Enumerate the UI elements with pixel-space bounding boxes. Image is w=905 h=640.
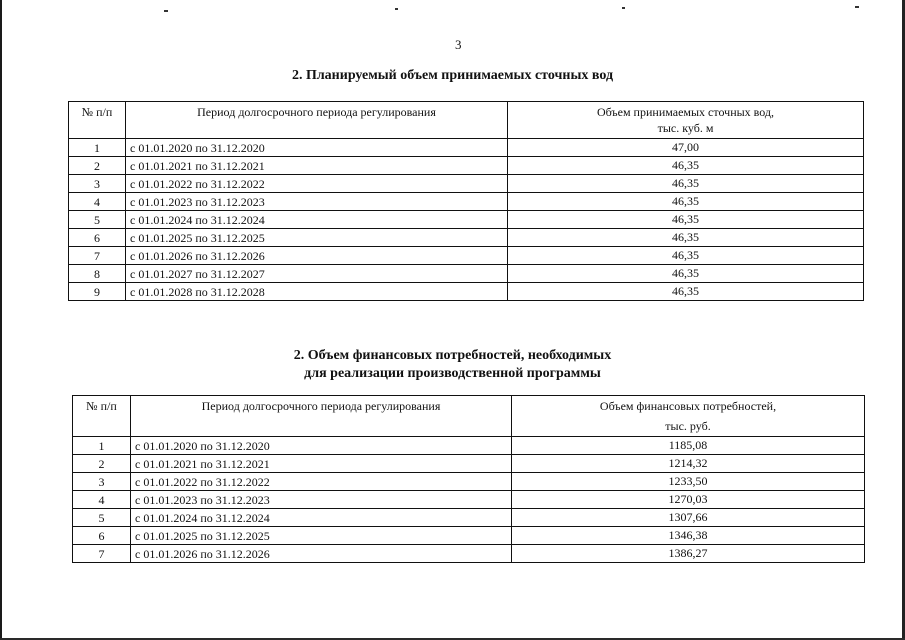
row-value: 1185,08 [512,437,865,455]
row-period: с 01.01.2025 по 31.12.2025 [131,527,512,545]
row-period: с 01.01.2023 по 31.12.2023 [126,193,508,211]
section1-title: 2. Планируемый объем принимаемых сточных вод [291,68,614,83]
header-value-line2: тыс. куб. м [657,121,714,135]
table-row [73,509,865,527]
row-value: 46,35 [508,265,864,283]
table-row [69,139,864,157]
wastewater-volume-table [68,101,864,301]
row-num: 3 [73,473,131,491]
row-value: 1386,27 [512,545,865,563]
row-num: 7 [73,545,131,563]
header-period: Период долгосрочного периода регулирования [126,102,508,139]
row-value: 46,35 [508,175,864,193]
row-period: с 01.01.2026 по 31.12.2026 [126,247,508,265]
row-period: с 01.01.2027 по 31.12.2027 [126,265,508,283]
row-period: с 01.01.2022 по 31.12.2022 [126,175,508,193]
header-period: Период долгосрочного периода регулирования [131,396,512,437]
header-num: № п/п [73,396,131,437]
row-value: 46,35 [508,247,864,265]
row-period: с 01.01.2024 по 31.12.2024 [131,509,512,527]
row-num: 6 [69,229,126,247]
row-num: 3 [69,175,126,193]
financial-needs-table [72,395,865,563]
header-value-line1: Объем финансовых потребностей, [599,399,777,413]
row-value: 46,35 [508,193,864,211]
table-row [69,229,864,247]
scan-speck [395,8,398,10]
table-row [73,545,865,563]
header-num: № п/п [69,102,126,139]
table-row [69,247,864,265]
table-header-row [69,102,864,139]
row-num: 9 [69,283,126,301]
row-period: с 01.01.2020 по 31.12.2020 [131,437,512,455]
row-value: 1270,03 [512,491,865,509]
table-row [69,157,864,175]
row-num: 4 [69,193,126,211]
scan-speck [622,7,625,9]
header-value-line1: Объем принимаемых сточных вод, [596,105,775,119]
row-period: с 01.01.2023 по 31.12.2023 [131,491,512,509]
header-value [512,396,865,437]
row-period: с 01.01.2020 по 31.12.2020 [126,139,508,157]
row-num: 7 [69,247,126,265]
row-period: с 01.01.2028 по 31.12.2028 [126,283,508,301]
row-num: 2 [73,455,131,473]
table-header-row [73,396,865,437]
row-num: 8 [69,265,126,283]
row-value: 1214,32 [512,455,865,473]
table-row [69,175,864,193]
row-value: 1307,66 [512,509,865,527]
header-value-line2: тыс. руб. [665,419,711,433]
table-row [69,283,864,301]
table-row [73,437,865,455]
row-num: 1 [69,139,126,157]
row-period: с 01.01.2022 по 31.12.2022 [131,473,512,491]
row-num: 5 [69,211,126,229]
row-period: с 01.01.2021 по 31.12.2021 [126,157,508,175]
row-value: 46,35 [508,229,864,247]
row-num: 6 [73,527,131,545]
scan-speck [855,6,859,8]
scan-edge-left [0,0,2,640]
row-value: 1233,50 [512,473,865,491]
table-row [69,211,864,229]
row-period: с 01.01.2026 по 31.12.2026 [131,545,512,563]
table-row [73,455,865,473]
row-value: 47,00 [508,139,864,157]
section2-title [0,347,905,383]
page-number: 3 [455,37,462,52]
section2-title-line1: 2. Объем финансовых потребностей, необходимых [293,348,612,363]
row-value: 46,35 [508,283,864,301]
row-value: 1346,38 [512,527,865,545]
table-row [73,473,865,491]
row-period: с 01.01.2024 по 31.12.2024 [126,211,508,229]
row-period: с 01.01.2025 по 31.12.2025 [126,229,508,247]
table-row [73,491,865,509]
row-value: 46,35 [508,211,864,229]
row-value: 46,35 [508,157,864,175]
row-period: с 01.01.2021 по 31.12.2021 [131,455,512,473]
row-num: 2 [69,157,126,175]
row-num: 4 [73,491,131,509]
header-value [508,102,864,139]
scan-speck [164,10,168,12]
table-row [69,265,864,283]
table-row [73,527,865,545]
row-num: 1 [73,437,131,455]
row-num: 5 [73,509,131,527]
section2-title-line2: для реализации производственной программы [304,366,601,381]
table-row [69,193,864,211]
